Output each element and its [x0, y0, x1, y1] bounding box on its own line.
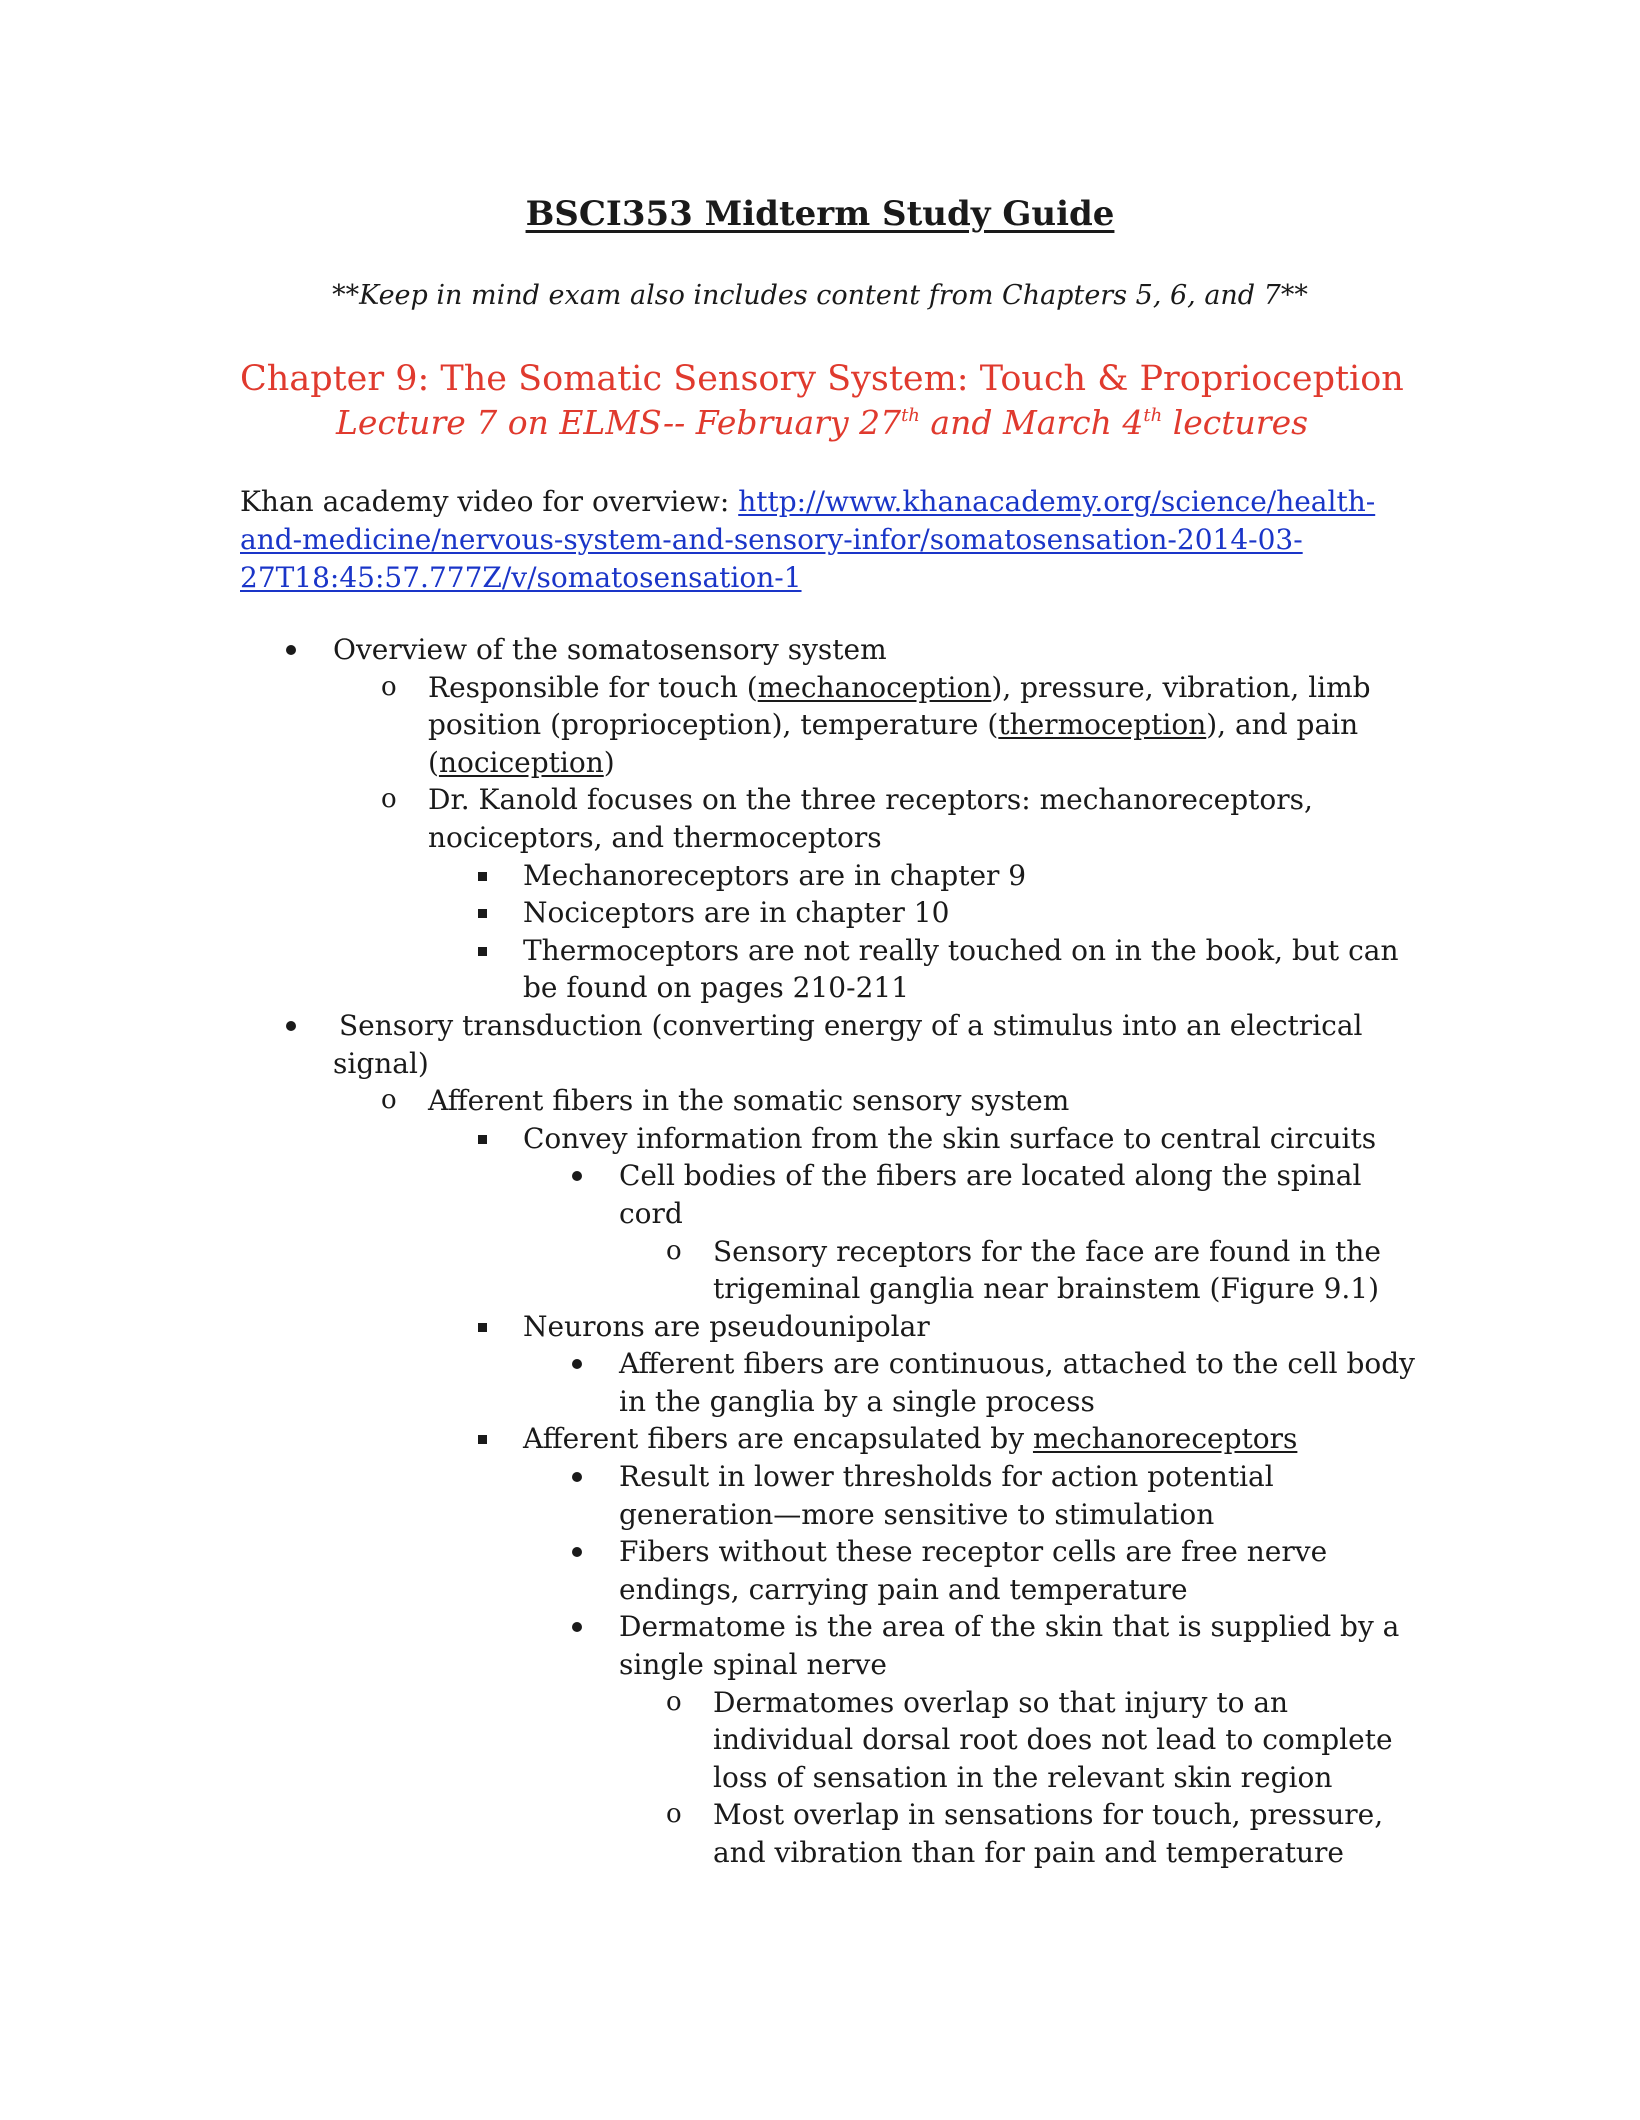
bullet-dot-icon [286, 1021, 296, 1031]
list-item: Thermoceptors are not really touched on in the book, but can [0, 932, 1640, 970]
list-item-cont: in the ganglia by a single process [619, 1384, 1095, 1418]
lecture-subheading: Lecture 7 on ELMS-- February 27th and March 4th lectures [336, 403, 1309, 442]
list-item-cont: trigeminal ganglia near brainstem (Figure 9.1) [713, 1272, 1380, 1306]
bullet-square-icon [478, 872, 487, 881]
khan-academy-reference [240, 483, 1380, 597]
list-item-cont: nociceptors, and thermoceptors [428, 820, 882, 854]
list-item: Sensory transduction (converting energy of a stimulus into an electrical [0, 1007, 1640, 1045]
bullet-circle-icon: o [381, 671, 397, 702]
list-item: o Responsible for touch (mechanoception), pressure, vibration, limb [0, 669, 1640, 707]
list-item: o Dr. Kanold focuses on the three receptors: mechanoreceptors, [0, 781, 1640, 819]
list-item-cont: endings, carrying pain and temperature [619, 1572, 1188, 1606]
list-item: Fibers without these receptor cells are free nerve [0, 1533, 1640, 1571]
bullet-dot-icon [572, 1171, 582, 1181]
list-item: Afferent fibers are encapsulated by mechanoreceptors [0, 1420, 1640, 1458]
list-item-cont: cord [619, 1196, 683, 1230]
page-title: BSCI353 Midterm Study Guide [525, 194, 1115, 234]
list-item: Dermatome is the area of the skin that is supplied by a [0, 1608, 1640, 1646]
bullet-square-icon [478, 1323, 487, 1332]
list-item-cont: loss of sensation in the relevant skin region [713, 1760, 1333, 1794]
bullet-dot-icon [572, 1547, 582, 1557]
outline-list [0, 631, 1640, 1872]
bullet-square-icon [478, 1435, 487, 1444]
bullet-circle-icon: o [666, 1235, 682, 1266]
bullet-dot-icon [572, 1622, 582, 1632]
list-item-cont: and vibration than for pain and temperature [713, 1836, 1344, 1869]
bullet-dot-icon [286, 645, 296, 655]
khan-link-cont[interactable]: and-medicine/nervous-system-and-sensory-infor/somatosensation-2014-03- [240, 523, 1303, 556]
list-item: o Afferent fibers in the somatic sensory system [0, 1082, 1640, 1120]
list-item: o Dermatomes overlap so that injury to an [0, 1684, 1640, 1722]
list-item: Cell bodies of the fibers are located along the spinal [0, 1157, 1640, 1195]
list-item: o Sensory receptors for the face are found in the [0, 1233, 1640, 1271]
bullet-square-icon [478, 1135, 487, 1144]
bullet-dot-icon [572, 1359, 582, 1369]
bullet-square-icon [478, 947, 487, 956]
list-item: Neurons are pseudounipolar [0, 1308, 1640, 1346]
bullet-circle-icon: o [381, 1085, 397, 1116]
bullet-circle-icon: o [666, 1799, 682, 1830]
bullet-circle-icon: o [381, 784, 397, 815]
chapter-heading: Chapter 9: The Somatic Sensory System: Touch & Proprioception [240, 359, 1404, 399]
khan-label: Khan academy video for overview: [240, 485, 739, 518]
bullet-square-icon [478, 909, 487, 918]
bullet-dot-icon [572, 1472, 582, 1482]
list-item: Nociceptors are in chapter 10 [0, 894, 1640, 932]
list-item-cont: signal) [333, 1046, 429, 1080]
list-item: Afferent fibers are continuous, attached to the cell body [0, 1345, 1640, 1383]
list-item-cont: be found on pages 210-211 [523, 971, 910, 1005]
list-item: Convey information from the skin surface to central circuits [0, 1120, 1640, 1158]
list-item-cont: position (proprioception), temperature (thermoception), and pain [428, 708, 1359, 742]
list-item-cont: generation—more sensitive to stimulation [619, 1497, 1215, 1531]
bullet-circle-icon: o [666, 1686, 682, 1717]
list-item-cont: individual dorsal root does not lead to complete [713, 1723, 1393, 1757]
list-item: Overview of the somatosensory system [0, 631, 1640, 669]
list-item: Mechanoreceptors are in chapter 9 [0, 857, 1640, 895]
list-item: Result in lower thresholds for action potential [0, 1458, 1640, 1496]
exam-note: **Keep in mind exam also includes content from Chapters 5, 6, and 7** [332, 280, 1308, 311]
list-item-cont: (nociception) [428, 745, 615, 779]
list-item-cont: single spinal nerve [619, 1648, 887, 1682]
khan-link[interactable]: http://www.khanacademy.org/science/health- [738, 485, 1376, 518]
khan-link-end[interactable]: 27T18:45:57.777Z/v/somatosensation-1 [240, 561, 802, 594]
list-item: o Most overlap in sensations for touch, pressure, [0, 1796, 1640, 1834]
